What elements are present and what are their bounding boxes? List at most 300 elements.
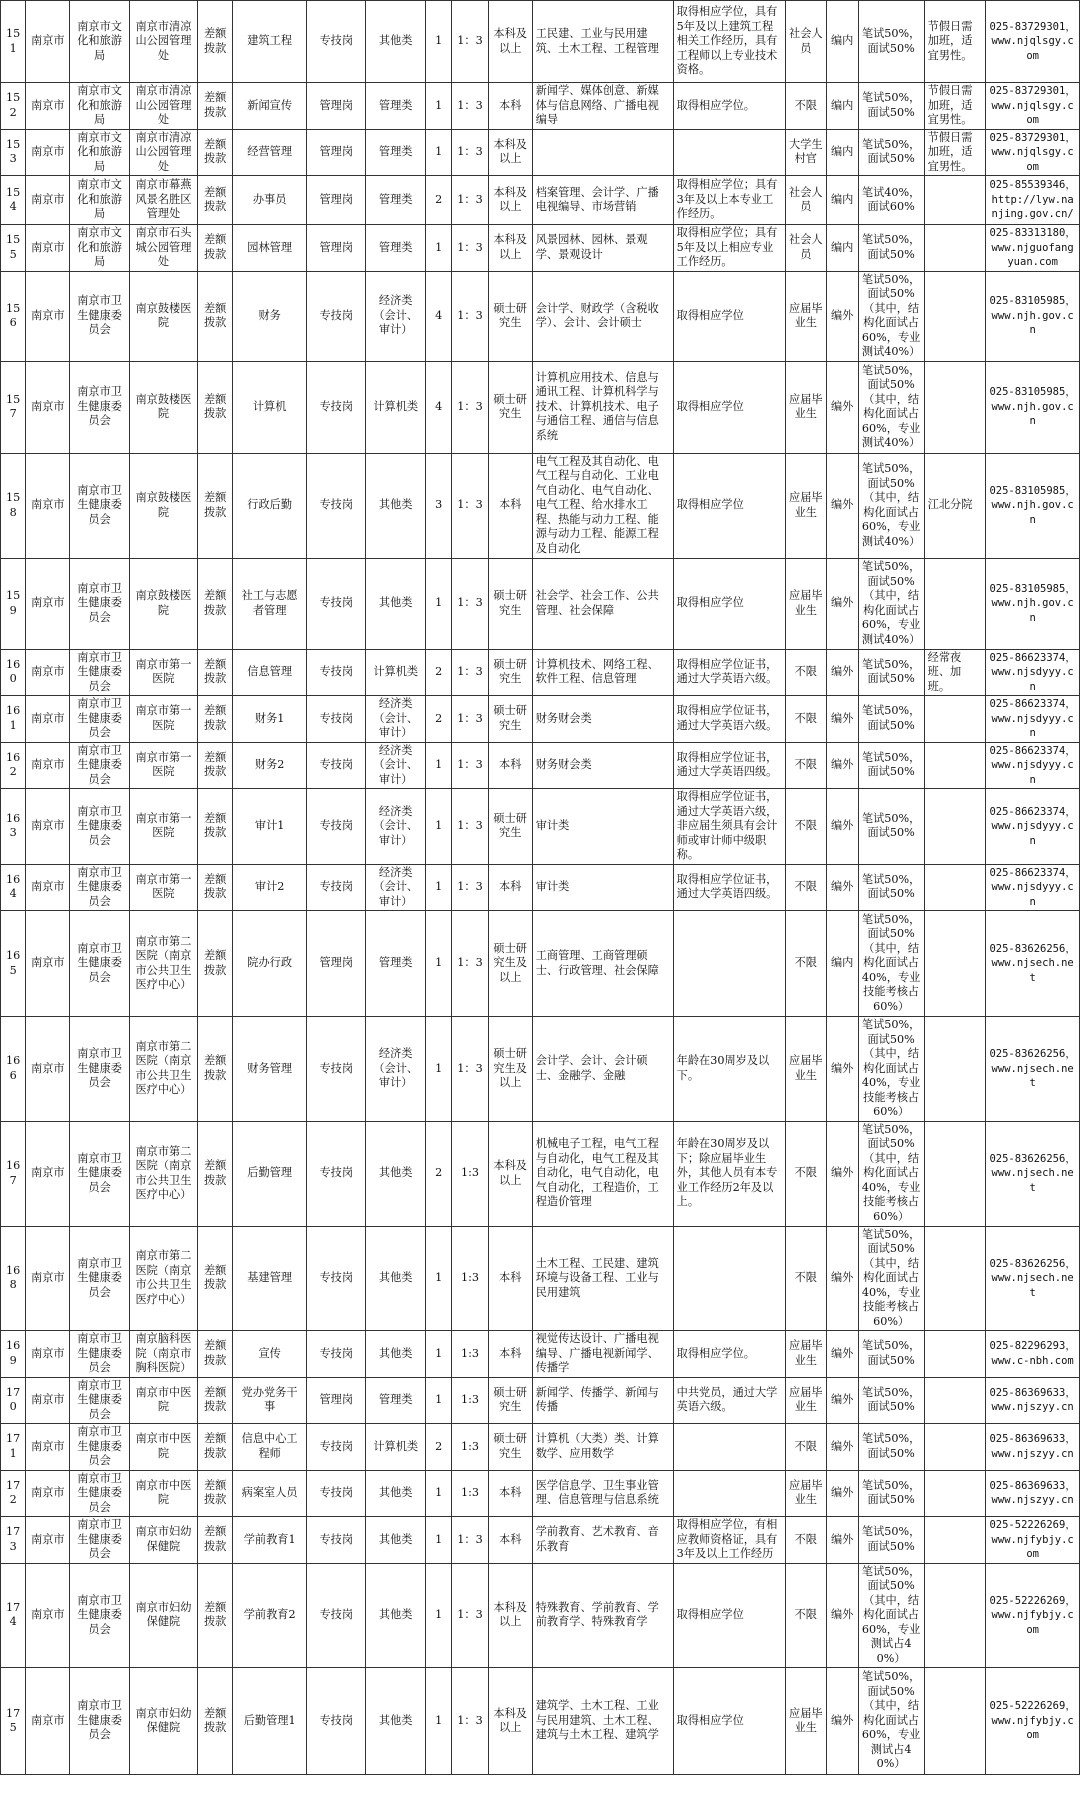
remark-cell <box>924 1470 986 1517</box>
remark-cell: 节假日需加班，适宜男性。 <box>924 1 986 83</box>
staffing-cell: 编外 <box>826 696 858 743</box>
post-type-cell: 管理岗 <box>307 1377 366 1424</box>
target-cell: 不限 <box>785 649 826 696</box>
funding-cell: 差额拨款 <box>198 271 233 361</box>
exam-ratio-cell: 笔试50%，面试50% <box>858 864 924 911</box>
department-cell: 南京市卫生健康委员会 <box>70 1517 129 1564</box>
requirements-cell: 取得相应学位证书，通过大学英语六级。 <box>673 696 785 743</box>
exam-ratio-cell: 笔试50%，面试50% <box>858 1331 924 1378</box>
contact-cell: 025-86369633，www.njszyy.cn <box>986 1424 1080 1471</box>
education-cell: 硕士研究生 <box>488 696 532 743</box>
unit-cell: 南京脑科医院（南京市胸科医院） <box>129 1331 197 1378</box>
headcount-cell: 4 <box>425 271 451 361</box>
headcount-cell: 1 <box>425 1377 451 1424</box>
department-cell: 南京市卫生健康委员会 <box>70 1563 129 1668</box>
post-type-cell: 专技岗 <box>307 361 366 453</box>
education-cell: 硕士研究生及以上 <box>488 1017 532 1122</box>
table-row <box>1 911 1080 1017</box>
staffing-cell: 编内 <box>826 83 858 130</box>
requirements-cell <box>673 1226 785 1331</box>
row-number: 156 <box>1 271 26 361</box>
contact-cell: 025-52226269，www.njfybjy.com <box>986 1563 1080 1668</box>
education-cell: 本科 <box>488 1517 532 1564</box>
unit-cell: 南京市清凉山公园管理处 <box>129 83 197 130</box>
table-row <box>1 1517 1080 1564</box>
funding-cell: 差额拨款 <box>198 1226 233 1331</box>
target-cell: 应届毕业生 <box>785 453 826 558</box>
ratio-cell: 1：3 <box>452 789 488 865</box>
unit-cell: 南京市第一医院 <box>129 742 197 789</box>
contact-cell: 025-86623374，www.njsdyyy.cn <box>986 789 1080 865</box>
department-cell: 南京市卫生健康委员会 <box>70 1017 129 1122</box>
remark-cell <box>924 1424 986 1471</box>
exam-ratio-cell: 笔试50%，面试50% <box>858 742 924 789</box>
target-cell: 社会人员 <box>785 225 826 272</box>
ratio-cell: 1:3 <box>452 1331 488 1378</box>
category-cell: 经济类（会计、审计） <box>366 696 425 743</box>
unit-cell: 南京市第一医院 <box>129 649 197 696</box>
requirements-cell: 取得相应学位。 <box>673 1331 785 1378</box>
ratio-cell: 1:3 <box>452 1424 488 1471</box>
requirements-cell: 取得相应学位；具有5年及以上相应专业工作经历。 <box>673 225 785 272</box>
major-cell: 社会学、社会工作、公共管理、社会保障 <box>532 558 673 649</box>
ratio-cell: 1：3 <box>452 361 488 453</box>
category-cell: 计算机类 <box>366 1424 425 1471</box>
contact-cell: 025-83105985，www.njh.gov.cn <box>986 361 1080 453</box>
city-cell: 南京市 <box>26 1668 70 1775</box>
post-name-cell: 园林管理 <box>233 225 307 272</box>
funding-cell: 差额拨款 <box>198 129 233 176</box>
major-cell: 财务财会类 <box>532 696 673 743</box>
post-type-cell: 专技岗 <box>307 742 366 789</box>
remark-cell <box>924 1331 986 1378</box>
table-body <box>1 1 1080 1775</box>
row-number: 153 <box>1 129 26 176</box>
department-cell: 南京市卫生健康委员会 <box>70 558 129 649</box>
education-cell: 本科及以上 <box>488 1668 532 1775</box>
post-name-cell: 行政后勤 <box>233 453 307 558</box>
city-cell: 南京市 <box>26 696 70 743</box>
staffing-cell: 编外 <box>826 1331 858 1378</box>
requirements-cell: 取得相应学位 <box>673 361 785 453</box>
target-cell: 不限 <box>785 789 826 865</box>
contact-cell: 025-83729301，www.njqlsgy.com <box>986 129 1080 176</box>
headcount-cell: 1 <box>425 558 451 649</box>
post-type-cell: 管理岗 <box>307 911 366 1017</box>
contact-cell: 025-86369633，www.njszyy.cn <box>986 1377 1080 1424</box>
contact-cell: 025-82296293，www.c-nbh.com <box>986 1331 1080 1378</box>
headcount-cell: 1 <box>425 1563 451 1668</box>
city-cell: 南京市 <box>26 1377 70 1424</box>
post-name-cell: 院办行政 <box>233 911 307 1017</box>
city-cell: 南京市 <box>26 361 70 453</box>
major-cell: 视觉传达设计、广播电视编导、广播电视新闻学、传播学 <box>532 1331 673 1378</box>
remark-cell <box>924 1563 986 1668</box>
ratio-cell: 1：3 <box>452 271 488 361</box>
category-cell: 管理类 <box>366 1377 425 1424</box>
table-row <box>1 558 1080 649</box>
department-cell: 南京市卫生健康委员会 <box>70 271 129 361</box>
staffing-cell: 编外 <box>826 361 858 453</box>
post-name-cell: 信息中心工程师 <box>233 1424 307 1471</box>
staffing-cell: 编外 <box>826 453 858 558</box>
post-name-cell: 党办党务干事 <box>233 1377 307 1424</box>
staffing-cell: 编外 <box>826 1517 858 1564</box>
education-cell: 硕士研究生 <box>488 789 532 865</box>
unit-cell: 南京市清凉山公园管理处 <box>129 129 197 176</box>
target-cell: 社会人员 <box>785 176 826 225</box>
post-type-cell: 专技岗 <box>307 1424 366 1471</box>
target-cell: 不限 <box>785 1424 826 1471</box>
requirements-cell: 年龄在30周岁及以下。 <box>673 1017 785 1122</box>
department-cell: 南京市卫生健康委员会 <box>70 1121 129 1226</box>
funding-cell: 差额拨款 <box>198 911 233 1017</box>
post-type-cell: 管理岗 <box>307 225 366 272</box>
post-type-cell: 专技岗 <box>307 558 366 649</box>
post-type-cell: 管理岗 <box>307 83 366 130</box>
headcount-cell: 1 <box>425 742 451 789</box>
exam-ratio-cell: 笔试50%，面试50%（其中，结构化面试占60%，专业测试40%） <box>858 361 924 453</box>
major-cell: 学前教育、艺术教育、音乐教育 <box>532 1517 673 1564</box>
ratio-cell: 1：3 <box>452 911 488 1017</box>
staffing-cell: 编外 <box>826 742 858 789</box>
category-cell: 其他类 <box>366 1668 425 1775</box>
target-cell: 大学生村官 <box>785 129 826 176</box>
staffing-cell: 编外 <box>826 649 858 696</box>
city-cell: 南京市 <box>26 1121 70 1226</box>
target-cell: 不限 <box>785 1121 826 1226</box>
target-cell: 应届毕业生 <box>785 361 826 453</box>
exam-ratio-cell: 笔试50%，面试50%（其中，结构化面试占60%，专业测试40%） <box>858 453 924 558</box>
headcount-cell: 1 <box>425 1017 451 1122</box>
education-cell: 硕士研究生 <box>488 271 532 361</box>
unit-cell: 南京市中医院 <box>129 1377 197 1424</box>
department-cell: 南京市卫生健康委员会 <box>70 1470 129 1517</box>
major-cell: 会计学、财政学（含税收学）、会计、会计硕士 <box>532 271 673 361</box>
requirements-cell: 取得相应学位 <box>673 271 785 361</box>
city-cell: 南京市 <box>26 271 70 361</box>
funding-cell: 差额拨款 <box>198 225 233 272</box>
unit-cell: 南京鼓楼医院 <box>129 558 197 649</box>
exam-ratio-cell: 笔试50%，面试50%（其中，结构化面试占40%，专业技能考核占60%） <box>858 1121 924 1226</box>
unit-cell: 南京市石头城公园管理处 <box>129 225 197 272</box>
category-cell: 经济类（会计、审计） <box>366 864 425 911</box>
contact-cell: 025-83105985，www.njh.gov.cn <box>986 453 1080 558</box>
funding-cell: 差额拨款 <box>198 1563 233 1668</box>
education-cell: 本科 <box>488 1470 532 1517</box>
requirements-cell: 取得相应学位 <box>673 558 785 649</box>
contact-cell: 025-83626256，www.njsech.net <box>986 1226 1080 1331</box>
remark-cell <box>924 1121 986 1226</box>
contact-cell: 025-52226269，www.njfybjy.com <box>986 1517 1080 1564</box>
city-cell: 南京市 <box>26 453 70 558</box>
row-number: 165 <box>1 911 26 1017</box>
ratio-cell: 1：3 <box>452 1017 488 1122</box>
row-number: 159 <box>1 558 26 649</box>
post-type-cell: 专技岗 <box>307 649 366 696</box>
post-type-cell: 专技岗 <box>307 271 366 361</box>
ratio-cell: 1：3 <box>452 558 488 649</box>
remark-cell: 节假日需加班，适宜男性。 <box>924 129 986 176</box>
department-cell: 南京市卫生健康委员会 <box>70 789 129 865</box>
row-number: 164 <box>1 864 26 911</box>
requirements-cell <box>673 129 785 176</box>
table-row <box>1 1 1080 83</box>
post-name-cell: 财务2 <box>233 742 307 789</box>
ratio-cell: 1:3 <box>452 1377 488 1424</box>
category-cell: 计算机类 <box>366 361 425 453</box>
headcount-cell: 1 <box>425 129 451 176</box>
contact-cell: 025-83626256，www.njsech.net <box>986 1121 1080 1226</box>
headcount-cell: 3 <box>425 453 451 558</box>
post-name-cell: 财务管理 <box>233 1017 307 1122</box>
major-cell: 电气工程及其自动化、电气工程与自动化、工业电气自动化、电气自动化、电气工程、给水排水工程、热能与动力工程、能源与动力工程、能源工程及自动化 <box>532 453 673 558</box>
department-cell: 南京市卫生健康委员会 <box>70 864 129 911</box>
education-cell: 本科及以上 <box>488 1563 532 1668</box>
major-cell: 机械电子工程，电气工程与自动化，电气工程及其自动化，电气自动化，电气自动化，工程造价，工程造价管理 <box>532 1121 673 1226</box>
education-cell: 本科及以上 <box>488 176 532 225</box>
remark-cell <box>924 176 986 225</box>
headcount-cell: 2 <box>425 1424 451 1471</box>
target-cell: 不限 <box>785 696 826 743</box>
department-cell: 南京市卫生健康委员会 <box>70 696 129 743</box>
department-cell: 南京市卫生健康委员会 <box>70 1226 129 1331</box>
category-cell: 经济类（会计、审计） <box>366 742 425 789</box>
target-cell: 不限 <box>785 1517 826 1564</box>
city-cell: 南京市 <box>26 176 70 225</box>
education-cell: 硕士研究生 <box>488 558 532 649</box>
row-number: 170 <box>1 1377 26 1424</box>
table-row <box>1 1668 1080 1775</box>
department-cell: 南京市卫生健康委员会 <box>70 1424 129 1471</box>
exam-ratio-cell: 笔试50%，面试50%（其中，结构化面试占40%，专业技能考核占60%） <box>858 1226 924 1331</box>
headcount-cell: 2 <box>425 649 451 696</box>
requirements-cell: 取得相应学位，具有5年及以上建筑工程相关工作经历，具有工程师以上专业技术资格。 <box>673 1 785 83</box>
target-cell: 社会人员 <box>785 1 826 83</box>
unit-cell: 南京市第一医院 <box>129 696 197 743</box>
exam-ratio-cell: 笔试50%，面试50% <box>858 1517 924 1564</box>
major-cell: 审计类 <box>532 789 673 865</box>
unit-cell: 南京市第一医院 <box>129 864 197 911</box>
education-cell: 本科 <box>488 742 532 789</box>
remark-cell <box>924 696 986 743</box>
department-cell: 南京市卫生健康委员会 <box>70 649 129 696</box>
department-cell: 南京市卫生健康委员会 <box>70 453 129 558</box>
funding-cell: 差额拨款 <box>198 558 233 649</box>
post-name-cell: 审计1 <box>233 789 307 865</box>
requirements-cell: 中共党员，通过大学英语六级。 <box>673 1377 785 1424</box>
row-number: 173 <box>1 1517 26 1564</box>
requirements-cell: 取得相应学位 <box>673 453 785 558</box>
major-cell: 档案管理、会计学、广播电视编导、市场营销 <box>532 176 673 225</box>
table-row <box>1 1121 1080 1226</box>
unit-cell: 南京市妇幼保健院 <box>129 1517 197 1564</box>
headcount-cell: 1 <box>425 1668 451 1775</box>
major-cell: 计算机（大类）类、计算数学、应用数学 <box>532 1424 673 1471</box>
contact-cell: 025-86623374，www.njsdyyy.cn <box>986 649 1080 696</box>
row-number: 151 <box>1 1 26 83</box>
exam-ratio-cell: 笔试50%，面试50%（其中，结构化面试占60%，专业测试40%） <box>858 558 924 649</box>
city-cell: 南京市 <box>26 1517 70 1564</box>
target-cell: 不限 <box>785 1563 826 1668</box>
remark-cell <box>924 225 986 272</box>
city-cell: 南京市 <box>26 1563 70 1668</box>
row-number: 174 <box>1 1563 26 1668</box>
table-row <box>1 864 1080 911</box>
ratio-cell: 1:3 <box>452 1470 488 1517</box>
funding-cell: 差额拨款 <box>198 1470 233 1517</box>
table-row <box>1 742 1080 789</box>
department-cell: 南京市文化和旅游局 <box>70 1 129 83</box>
staffing-cell: 编外 <box>826 1226 858 1331</box>
remark-cell <box>924 1517 986 1564</box>
remark-cell <box>924 1017 986 1122</box>
post-name-cell: 社工与志愿者管理 <box>233 558 307 649</box>
exam-ratio-cell: 笔试50%，面试50% <box>858 1424 924 1471</box>
contact-cell: 025-83105985，www.njh.gov.cn <box>986 558 1080 649</box>
post-type-cell: 专技岗 <box>307 696 366 743</box>
table-row <box>1 129 1080 176</box>
funding-cell: 差额拨款 <box>198 361 233 453</box>
requirements-cell: 取得相应学位证书，通过大学英语六级，非应届生须具有会计师或审计师中级职称。 <box>673 789 785 865</box>
education-cell: 本科及以上 <box>488 1121 532 1226</box>
headcount-cell: 4 <box>425 361 451 453</box>
headcount-cell: 1 <box>425 1226 451 1331</box>
department-cell: 南京市卫生健康委员会 <box>70 1331 129 1378</box>
contact-cell: 025-86623374，www.njsdyyy.cn <box>986 864 1080 911</box>
row-number: 172 <box>1 1470 26 1517</box>
requirements-cell <box>673 911 785 1017</box>
row-number: 157 <box>1 361 26 453</box>
funding-cell: 差额拨款 <box>198 789 233 865</box>
category-cell: 其他类 <box>366 1121 425 1226</box>
education-cell: 硕士研究生 <box>488 361 532 453</box>
unit-cell: 南京鼓楼医院 <box>129 361 197 453</box>
headcount-cell: 1 <box>425 225 451 272</box>
post-type-cell: 专技岗 <box>307 1121 366 1226</box>
ratio-cell: 1：3 <box>452 649 488 696</box>
staffing-cell: 编外 <box>826 1424 858 1471</box>
post-name-cell: 财务1 <box>233 696 307 743</box>
target-cell: 应届毕业生 <box>785 558 826 649</box>
department-cell: 南京市文化和旅游局 <box>70 176 129 225</box>
row-number: 168 <box>1 1226 26 1331</box>
education-cell: 硕士研究生 <box>488 649 532 696</box>
target-cell: 应届毕业生 <box>785 1377 826 1424</box>
ratio-cell: 1：3 <box>452 225 488 272</box>
target-cell: 应届毕业生 <box>785 1331 826 1378</box>
major-cell: 会计学、会计、会计硕士、金融学、金融 <box>532 1017 673 1122</box>
remark-cell <box>924 1377 986 1424</box>
education-cell: 本科 <box>488 453 532 558</box>
requirements-cell: 取得相应学位。 <box>673 83 785 130</box>
unit-cell: 南京市幕燕风景名胜区管理处 <box>129 176 197 225</box>
department-cell: 南京市卫生健康委员会 <box>70 742 129 789</box>
city-cell: 南京市 <box>26 1 70 83</box>
category-cell: 管理类 <box>366 83 425 130</box>
post-type-cell: 专技岗 <box>307 453 366 558</box>
category-cell: 其他类 <box>366 1331 425 1378</box>
staffing-cell: 编外 <box>826 271 858 361</box>
funding-cell: 差额拨款 <box>198 1377 233 1424</box>
major-cell: 建筑学、土木工程、工业与民用建筑、土木工程、建筑与土木工程、建筑学 <box>532 1668 673 1775</box>
requirements-cell: 取得相应学位；具有3年及以上本专业工作经历。 <box>673 176 785 225</box>
department-cell: 南京市卫生健康委员会 <box>70 361 129 453</box>
target-cell: 不限 <box>785 83 826 130</box>
contact-cell: 025-86623374，www.njsdyyy.cn <box>986 696 1080 743</box>
headcount-cell: 2 <box>425 176 451 225</box>
category-cell: 经济类（会计、审计） <box>366 271 425 361</box>
row-number: 169 <box>1 1331 26 1378</box>
contact-cell: 025-83729301，www.njqlsgy.com <box>986 1 1080 83</box>
table-row <box>1 789 1080 865</box>
headcount-cell: 2 <box>425 1121 451 1226</box>
post-type-cell: 专技岗 <box>307 1517 366 1564</box>
post-name-cell: 后勤管理 <box>233 1121 307 1226</box>
exam-ratio-cell: 笔试50%，面试50% <box>858 1470 924 1517</box>
post-name-cell: 办事员 <box>233 176 307 225</box>
requirements-cell: 取得相应学位，有相应教师资格证，具有3年及以上工作经历 <box>673 1517 785 1564</box>
funding-cell: 差额拨款 <box>198 453 233 558</box>
category-cell: 经济类（会计、审计） <box>366 789 425 865</box>
remark-cell: 节假日需加班，适宜男性。 <box>924 83 986 130</box>
unit-cell: 南京市第二医院（南京市公共卫生医疗中心） <box>129 911 197 1017</box>
funding-cell: 差额拨款 <box>198 742 233 789</box>
funding-cell: 差额拨款 <box>198 176 233 225</box>
ratio-cell: 1：3 <box>452 864 488 911</box>
funding-cell: 差额拨款 <box>198 1 233 83</box>
city-cell: 南京市 <box>26 1226 70 1331</box>
row-number: 166 <box>1 1017 26 1122</box>
requirements-cell <box>673 1424 785 1471</box>
city-cell: 南京市 <box>26 789 70 865</box>
staffing-cell: 编内 <box>826 911 858 1017</box>
funding-cell: 差额拨款 <box>198 83 233 130</box>
post-name-cell: 学前教育2 <box>233 1563 307 1668</box>
requirements-cell <box>673 1470 785 1517</box>
post-type-cell: 专技岗 <box>307 1017 366 1122</box>
remark-cell <box>924 911 986 1017</box>
unit-cell: 南京市中医院 <box>129 1470 197 1517</box>
post-name-cell: 建筑工程 <box>233 1 307 83</box>
exam-ratio-cell: 笔试50%，面试50%（其中，结构化面试占60%，专业测试占40%） <box>858 1563 924 1668</box>
city-cell: 南京市 <box>26 129 70 176</box>
staffing-cell: 编外 <box>826 1563 858 1668</box>
contact-cell: 025-83313180，www.njguofangyuan.com <box>986 225 1080 272</box>
unit-cell: 南京市中医院 <box>129 1424 197 1471</box>
post-name-cell: 学前教育1 <box>233 1517 307 1564</box>
post-name-cell: 计算机 <box>233 361 307 453</box>
city-cell: 南京市 <box>26 558 70 649</box>
ratio-cell: 1：3 <box>452 453 488 558</box>
category-cell: 计算机类 <box>366 649 425 696</box>
staffing-cell: 编外 <box>826 1121 858 1226</box>
exam-ratio-cell: 笔试50%，面试50% <box>858 129 924 176</box>
category-cell: 管理类 <box>366 129 425 176</box>
ratio-cell: 1：3 <box>452 696 488 743</box>
city-cell: 南京市 <box>26 1470 70 1517</box>
contact-cell: 025-83105985，www.njh.gov.cn <box>986 271 1080 361</box>
contact-cell: 025-83626256，www.njsech.net <box>986 911 1080 1017</box>
staffing-cell: 编外 <box>826 1017 858 1122</box>
exam-ratio-cell: 笔试40%，面试60% <box>858 176 924 225</box>
city-cell: 南京市 <box>26 864 70 911</box>
department-cell: 南京市卫生健康委员会 <box>70 1377 129 1424</box>
major-cell: 工商管理、工商管理硕士、行政管理、社会保障 <box>532 911 673 1017</box>
contact-cell: 025-86369633，www.njszyy.cn <box>986 1470 1080 1517</box>
table-row <box>1 1377 1080 1424</box>
headcount-cell: 1 <box>425 911 451 1017</box>
